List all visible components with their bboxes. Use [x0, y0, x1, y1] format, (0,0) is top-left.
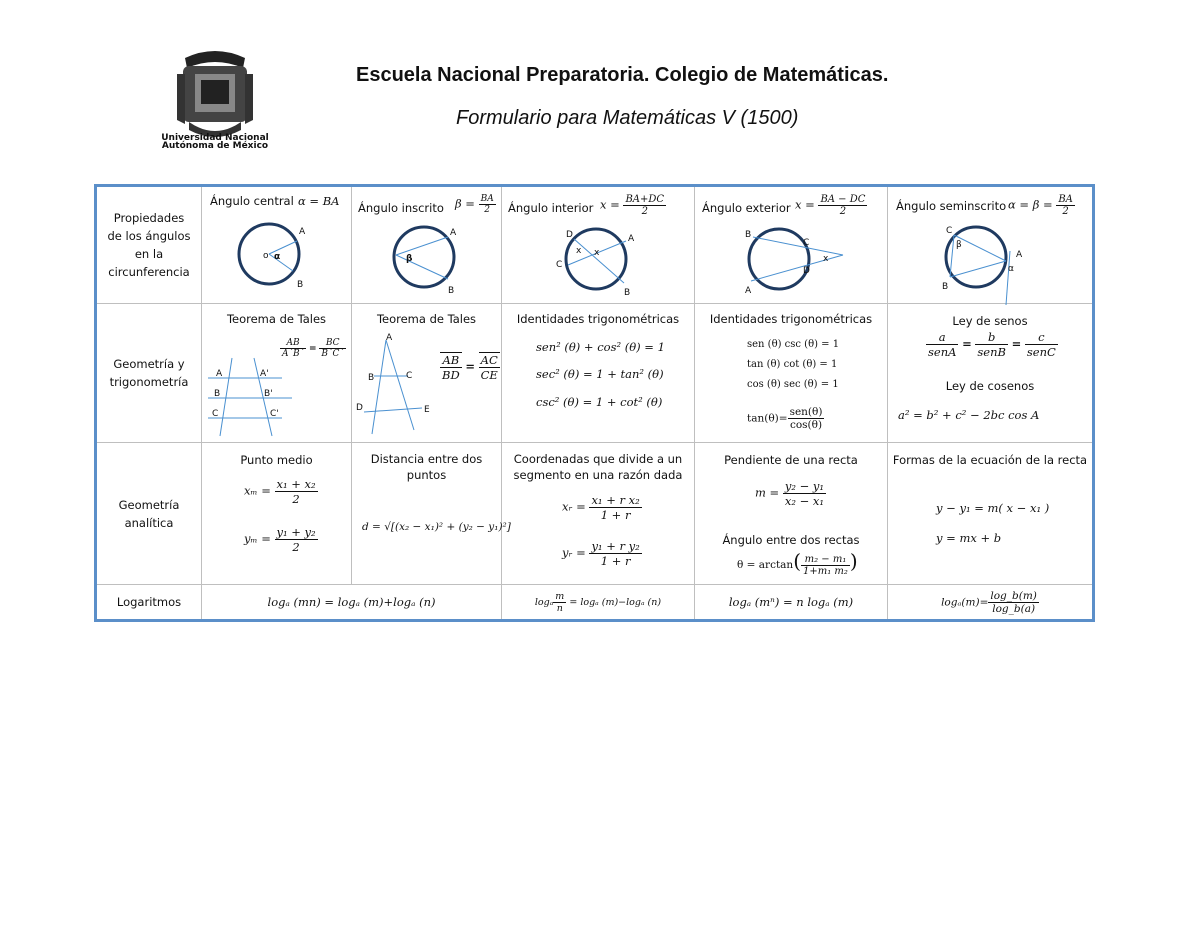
svg-text:D: D	[566, 230, 573, 240]
cell-line-equations: Formas de la ecuación de la recta y − y₁ = m( x − x₁ ) y = mx + b	[888, 443, 1094, 585]
cell-log-product: logₐ (mn) = logₐ (m)+logₐ (n)	[202, 585, 502, 621]
svg-text:A: A	[299, 227, 306, 237]
table-row	[96, 585, 1094, 621]
svg-text:B: B	[297, 280, 304, 290]
svg-text:α: α	[1008, 264, 1014, 274]
exterior-angle-diagram	[739, 225, 879, 295]
cell-semi-inscribed-angle: Ángulo seminscrito α = β = $\frac{BA}{2}$ C A B β α	[888, 186, 1094, 304]
cell-log-power: logₐ (mⁿ) = n logₐ (m)	[695, 585, 888, 621]
table-row	[96, 443, 1094, 585]
cell-log-change-of-base: logₐ(m)= $\frac{\log\_b(m)}{\log\_b(a)}$	[888, 585, 1094, 621]
unam-seal-logo	[161, 44, 269, 151]
svg-text:A: A	[628, 234, 635, 244]
page-title: Escuela Nacional Preparatoria. Colegio de Matemáticas.	[356, 64, 889, 86]
cell-slope: Pendiente de una recta m = $\frac{\text{y₂ − y₁}}{\text{x₂ − x₁}}$ Ángulo entre dos rectas θ = arctan( $\frac{\text{m₂ − m₁}}{\text{1+m₁ m₂}}$ )	[695, 443, 888, 585]
svg-text:B': B'	[264, 389, 273, 399]
cell-central-angle: Ángulo central α = BA A B o α	[202, 186, 352, 304]
svg-text:A: A	[216, 369, 223, 379]
svg-text:α: α	[274, 252, 281, 262]
svg-text:A: A	[745, 286, 752, 296]
svg-text:Universidad Nacional: Universidad Nacional	[161, 133, 269, 143]
row-label-angles: Propiedades de los ángulos en la circunferencia	[96, 186, 202, 304]
interior-angle-diagram	[548, 225, 658, 298]
page-subtitle: Formulario para Matemáticas V (1500)	[456, 107, 799, 129]
table-row	[96, 186, 1094, 304]
svg-text:B: B	[624, 288, 631, 298]
svg-text:x: x	[594, 248, 600, 258]
svg-text:A: A	[450, 228, 457, 238]
row-label-analytic-geometry: Geometría analítica	[96, 443, 202, 585]
cell-thales-2: Teorema de Tales $\frac{AB}{BD}$ = $\frac{AC}{CE}$ A B C D E	[352, 304, 502, 443]
svg-text:C: C	[946, 226, 953, 236]
svg-text:C: C	[406, 371, 413, 381]
svg-text:B: B	[745, 230, 752, 240]
svg-text:A: A	[1016, 250, 1023, 260]
svg-text:B: B	[368, 373, 375, 383]
semi-inscribed-angle-diagram	[936, 223, 1046, 307]
svg-text:x: x	[823, 254, 829, 264]
thales-parallel-diagram	[202, 344, 352, 440]
central-angle-diagram	[227, 219, 327, 289]
svg-text:B: B	[214, 389, 221, 399]
svg-text:o: o	[263, 251, 269, 261]
cell-midpoint: Punto medio xₘ = $\frac{\text{x₁ + x₂}}{2}$ yₘ = $\frac{\text{y₁ + y₂}}{2}$	[202, 443, 352, 585]
thales-triangle-diagram	[352, 330, 442, 440]
svg-text:D: D	[356, 403, 363, 413]
cell-log-quotient: logₐ $\frac{m}{n}$ = logₐ (m)−logₐ (n)	[502, 585, 695, 621]
row-label-logarithms: Logaritmos	[96, 585, 202, 621]
cell-trig-identities-2: Identidades trigonométricas sen (θ) csc (θ) = 1 tan (θ) cot (θ) = 1 cos (θ) sec (θ) = 1 tan(θ)= $\frac{\text{sen(θ)}}{\cos(\theta)}$	[695, 304, 888, 443]
svg-text:C: C	[556, 260, 563, 270]
cell-thales-1: Teorema de Tales $\frac{AB}{A´B´}$ = $\frac{BC}{B´C´}$ A B C A' B' C'	[202, 304, 352, 443]
cell-section-formula: Coordenadas que divide a un segmento en una razón dada xᵣ = $\frac{\text{x₁ + r x₂}}{1 + r}$ yᵣ = $\frac{\text{y₁ + r y₂}}{1 + r}$	[502, 443, 695, 585]
svg-text:Autónoma de México: Autónoma de México	[161, 141, 269, 151]
svg-text:β: β	[406, 254, 413, 264]
cell-distance: Distancia entre dos puntos d = √[(x₂ − x₁)² + (y₂ − y₁)²]	[352, 443, 502, 585]
formula-table	[94, 184, 1095, 622]
cell-trig-identities-1: Identidades trigonométricas sen² (θ) + cos² (θ) = 1 sec² (θ) = 1 + tan² (θ) csc² (θ) = 1 + cot² (θ)	[502, 304, 695, 443]
cell-laws-of-sines-cosines: Ley de senos $\frac{a}{\text{senA}}$ = $\frac{b}{\text{senB}}$ = $\frac{c}{\text{senC}}$ Ley de cosenos a² = b² + c² − 2bc cos A	[888, 304, 1094, 443]
svg-text:D: D	[803, 266, 810, 276]
svg-text:A: A	[386, 333, 393, 343]
svg-text:C: C	[212, 409, 219, 419]
svg-text:x: x	[576, 246, 582, 256]
inscribed-angle-diagram	[382, 225, 482, 295]
svg-text:A': A'	[260, 369, 269, 379]
cell-inscribed-angle: Ángulo inscrito β = $\frac{BA}{2}$ A B β	[352, 186, 502, 304]
svg-text:E: E	[424, 405, 430, 415]
row-label-geometry-trig: Geometría y trigonometría	[96, 304, 202, 443]
svg-text:B: B	[942, 282, 949, 292]
svg-text:B: B	[448, 286, 455, 296]
cell-interior-angle: Ángulo interior x = $\frac{BA+DC}{2}$ D A C B x x	[502, 186, 695, 304]
svg-text:C': C'	[270, 409, 279, 419]
cell-exterior-angle: Ángulo exterior x = $\frac{BA - DC}{2}$ B C D A x	[695, 186, 888, 304]
table-row	[96, 304, 1094, 443]
svg-text:C: C	[803, 238, 810, 248]
svg-text:β: β	[956, 240, 962, 250]
